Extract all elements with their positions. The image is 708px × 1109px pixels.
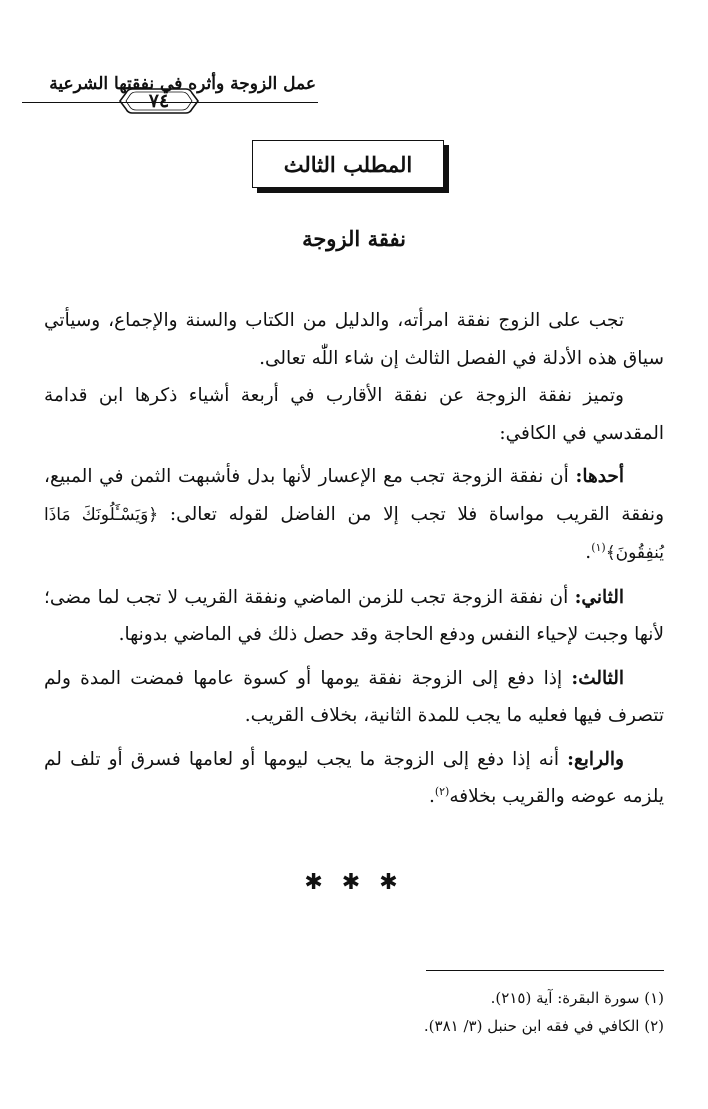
paragraph-text: أنه إذا دفع إلى الزوجة ما يجب ليومها أو لعامها فسرق أو تلف لم يلزمه عوضه والقريب بخلافه [44,748,664,807]
paragraph: وتميز نفقة الزوجة عن نفقة الأقارب في أربعة أشياء ذكرها ابن قدامة المقدسي في الكافي: [44,385,664,444]
quran-verse: ﴿وَيَسْـَٔلُونَكَ مَاذَا يُنفِقُونَ﴾ [44,504,664,563]
paragraph-lead: الثاني: [574,586,624,608]
footnote: (١) سورة البقرة: آية (٢١٥). [490,989,664,1007]
paragraph-lead: الثالث: [571,667,624,689]
footnote-ref: (٢) [434,784,450,798]
section-title: المطلب الثالث [252,140,444,188]
paragraph [44,458,664,573]
footnote: (٢) الكافي في فقه ابن حنبل (٣/ ٣٨١). [423,1017,664,1035]
section-separator: ✱ ✱ ✱ [304,870,404,895]
paragraph-lead: والرابع: [567,748,624,770]
footnotes [44,984,664,1040]
paragraph-text: إذا دفع إلى الزوجة نفقة يومها أو كسوة عامها فمضت المدة ولم تتصرف فيها فعليه ما يجب للمدة الثانية، بخلاف القريب. [44,667,664,726]
paragraph-text: أن نفقة الزوجة تجب للزمن الماضي ونفقة القريب لا تجب لما مضى؛ لأنها وجبت لإحياء النفس ودفع الحاجة وقد حصل ذلك في الماضي بدونها. [44,586,664,645]
paragraph [44,660,664,735]
paragraph [44,579,664,654]
paragraph-lead: أحدها: [575,466,624,487]
subheading: نفقة الزوجة [302,226,406,251]
header-rule [40,102,108,103]
page-number: ٧٤ [148,90,170,112]
paragraph-end: . [428,786,435,807]
paragraph: تجب على الزوج نفقة امرأته، والدليل من الكتاب والسنة والإجماع، وسيأتي سياق هذه الأدلة في الفصل الثالث إن شاء اللّٰه تعالى. [44,310,664,369]
running-title: عمل الزوجة وأثره في نفقتها الشرعية [49,74,316,94]
footnote-ref: (١) [591,540,606,554]
paragraph-text: أن نفقة الزوجة تجب مع الإعسار لأنها بدل فأشبهت الثمن في المبيع، ونفقة القريب مواساة فلا تجب إلا من الفاضل لقوله تعالى: [44,466,665,525]
footnote-rule [426,970,664,971]
paragraph-end: . [585,542,592,563]
paragraph [44,741,664,816]
page-number-ornament [118,86,200,116]
body-text [44,302,664,816]
